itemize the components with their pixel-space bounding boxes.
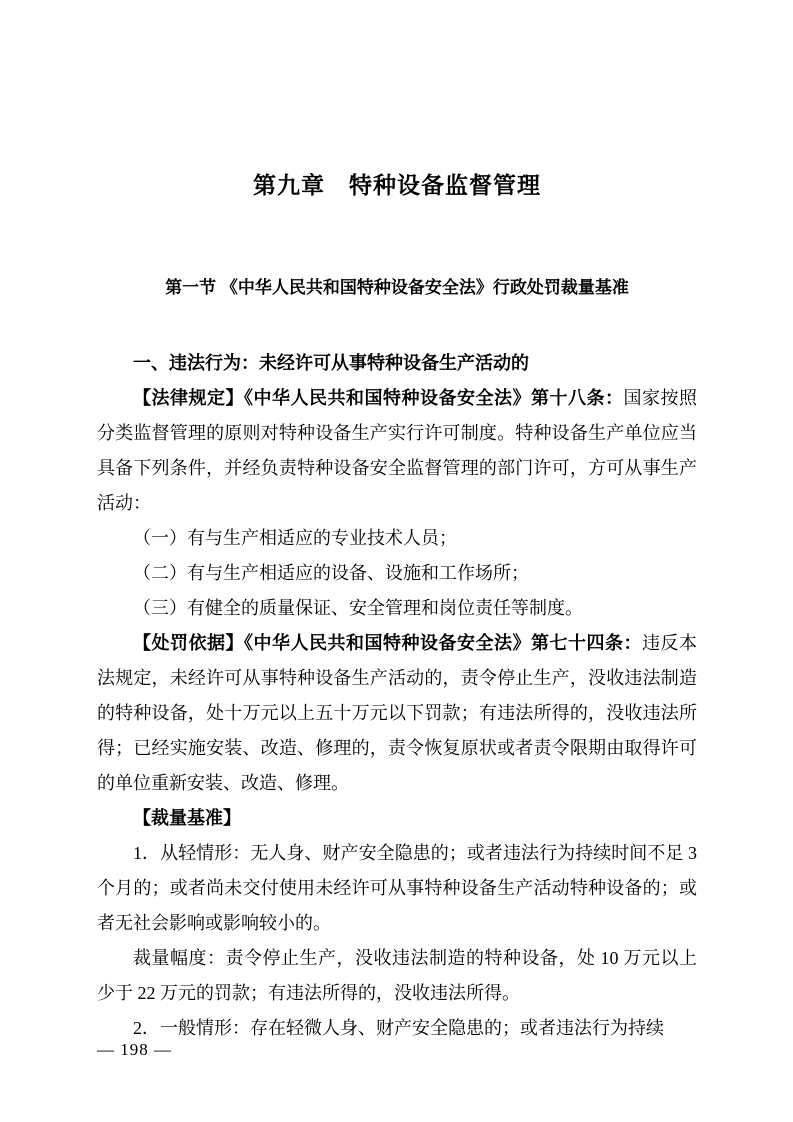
chapter-title: 第九章 特种设备监督管理 xyxy=(253,172,541,198)
penalty-basis-paragraph xyxy=(97,626,697,801)
condition-item-3: （三）有健全的质量保证、安全管理和岗位责任等制度。 xyxy=(133,598,583,618)
discretion-benchmark-label: 【裁量基准】 xyxy=(133,808,241,828)
light-case-range-paragraph: 裁量幅度：责令停止生产，没收违法制造的特种设备，处 10 万元以上少于 22 万元的罚款；有违法所得的，没收违法所得。 xyxy=(97,948,697,1003)
light-case-paragraph: 1．从轻情形：无人身、财产安全隐患的；或者违法行为持续时间不足 3 个月的；或者尚未交付使用未经许可从事特种设备生产活动特种设备的；或者无社会影响或影响较小的。 xyxy=(97,843,697,933)
penalty-basis-text: 违反本法规定，未经许可从事特种设备生产活动的，责令停止生产，没收违法制造的特种设备，处十万元以上五十万元以下罚款；有违法所得的，没收违法所得；已经实施安装、改造、修理的，责令恢复原状或者责令限期由取得许可的单位重新安装、改造、修理。 xyxy=(97,633,697,793)
penalty-basis-label: 【处罚依据】《中华人民共和国特种设备安全法》第七十四条： xyxy=(133,633,642,653)
violation-heading: 一、违法行为：未经许可从事特种设备生产活动的 xyxy=(133,353,529,373)
law-provision-text: 国家按照分类监督管理的原则对特种设备生产实行许可制度。特种设备生产单位应当具备下列条件，并经负责特种设备安全监督管理的部门许可，方可从事生产活动： xyxy=(97,388,697,513)
condition-item-1: （一）有与生产相适应的专业技术人员； xyxy=(133,528,457,548)
section-title: 第一节 《中华人民共和国特种设备安全法》行政处罚裁量基准 xyxy=(165,278,629,297)
general-case-paragraph: 2．一般情形：存在轻微人身、财产安全隐患的；或者违法行为持续 xyxy=(133,1018,664,1038)
document-body xyxy=(97,346,697,1046)
condition-item-2: （二）有与生产相适应的设备、设施和工作场所； xyxy=(133,563,529,583)
law-provision-label: 【法律规定】《中华人民共和国特种设备安全法》第十八条： xyxy=(133,388,624,408)
law-provision-paragraph xyxy=(97,381,697,521)
page-number: — 198 — xyxy=(97,1040,172,1059)
